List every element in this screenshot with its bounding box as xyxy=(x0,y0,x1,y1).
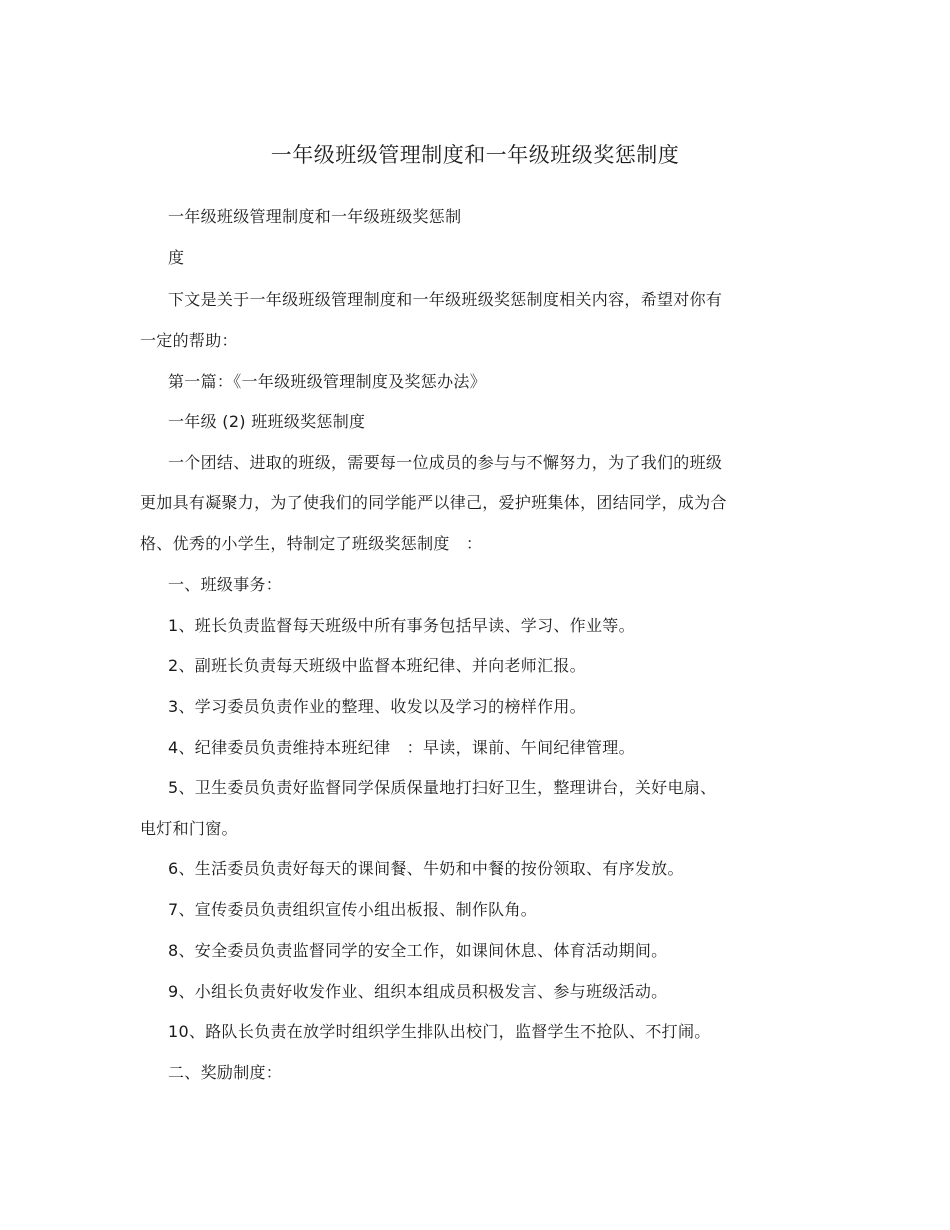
section-class-affairs: 一、班级事务： xyxy=(168,575,283,594)
list-item-9: 9、小组长负责好收发作业、组织本组成员积极发言、参与班级活动。 xyxy=(168,982,668,1001)
list-item-10: 10、路队长负责在放学时组织学生排队出校门，监督学生不抢队、不打闹。 xyxy=(168,1022,711,1041)
list-item-6: 6、生活委员负责好每天的课间餐、牛奶和中餐的按份领取、有序发放。 xyxy=(168,859,684,878)
subtitle-line-1: 一年级班级管理制度和一年级班级奖惩制 xyxy=(168,207,462,226)
list-item-3: 3、学习委员负责作业的整理、收发以及学习的榜样作用。 xyxy=(168,697,586,716)
paragraph-line-3: 格、优秀的小学生，特制定了班级奖惩制度 ： xyxy=(140,534,483,553)
subtitle-line-2: 度 xyxy=(168,248,185,267)
section-heading: 一年级 (2) 班班级奖惩制度 xyxy=(168,412,366,431)
list-item-1: 1、班长负责监督每天班级中所有事务包括早读、学习、作业等。 xyxy=(168,616,635,635)
paragraph-line-2: 更加具有凝聚力，为了使我们的同学能严以律己，爱护班集体，团结同学，成为合 xyxy=(140,493,727,512)
list-item-2: 2、副班长负责每天班级中监督本班纪律、并向老师汇报。 xyxy=(168,656,586,675)
chapter-heading: 第一篇：《一年级班级管理制度及奖惩办法》 xyxy=(168,372,487,391)
section-rewards: 二、奖励制度： xyxy=(168,1063,283,1082)
intro-line-2: 一定的帮助： xyxy=(140,331,238,350)
list-item-5: 5、卫生委员负责好监督同学保质保量地打扫好卫生，整理讲台，关好电扇、 xyxy=(168,778,717,797)
paragraph-line-1: 一个团结、进取的班级，需要每一位成员的参与与不懈努力，为了我们的班级 xyxy=(168,453,723,472)
list-item-4: 4、纪律委员负责维持本班纪律 ：早读，课前、午间纪律管理。 xyxy=(168,738,635,757)
list-item-7: 7、宣传委员负责组织宣传小组出板报、制作队角。 xyxy=(168,900,538,919)
list-item-8: 8、安全委员负责监督同学的安全工作，如课间休息、体育活动期间。 xyxy=(168,941,668,960)
intro-line-1: 下文是关于一年级班级管理制度和一年级班级奖惩制度相关内容，希望对你有 xyxy=(168,290,723,309)
document-title: 一年级班级管理制度和一年级班级奖惩制度 xyxy=(270,143,680,167)
list-item-5-cont: 电灯和门窗。 xyxy=(140,819,238,838)
